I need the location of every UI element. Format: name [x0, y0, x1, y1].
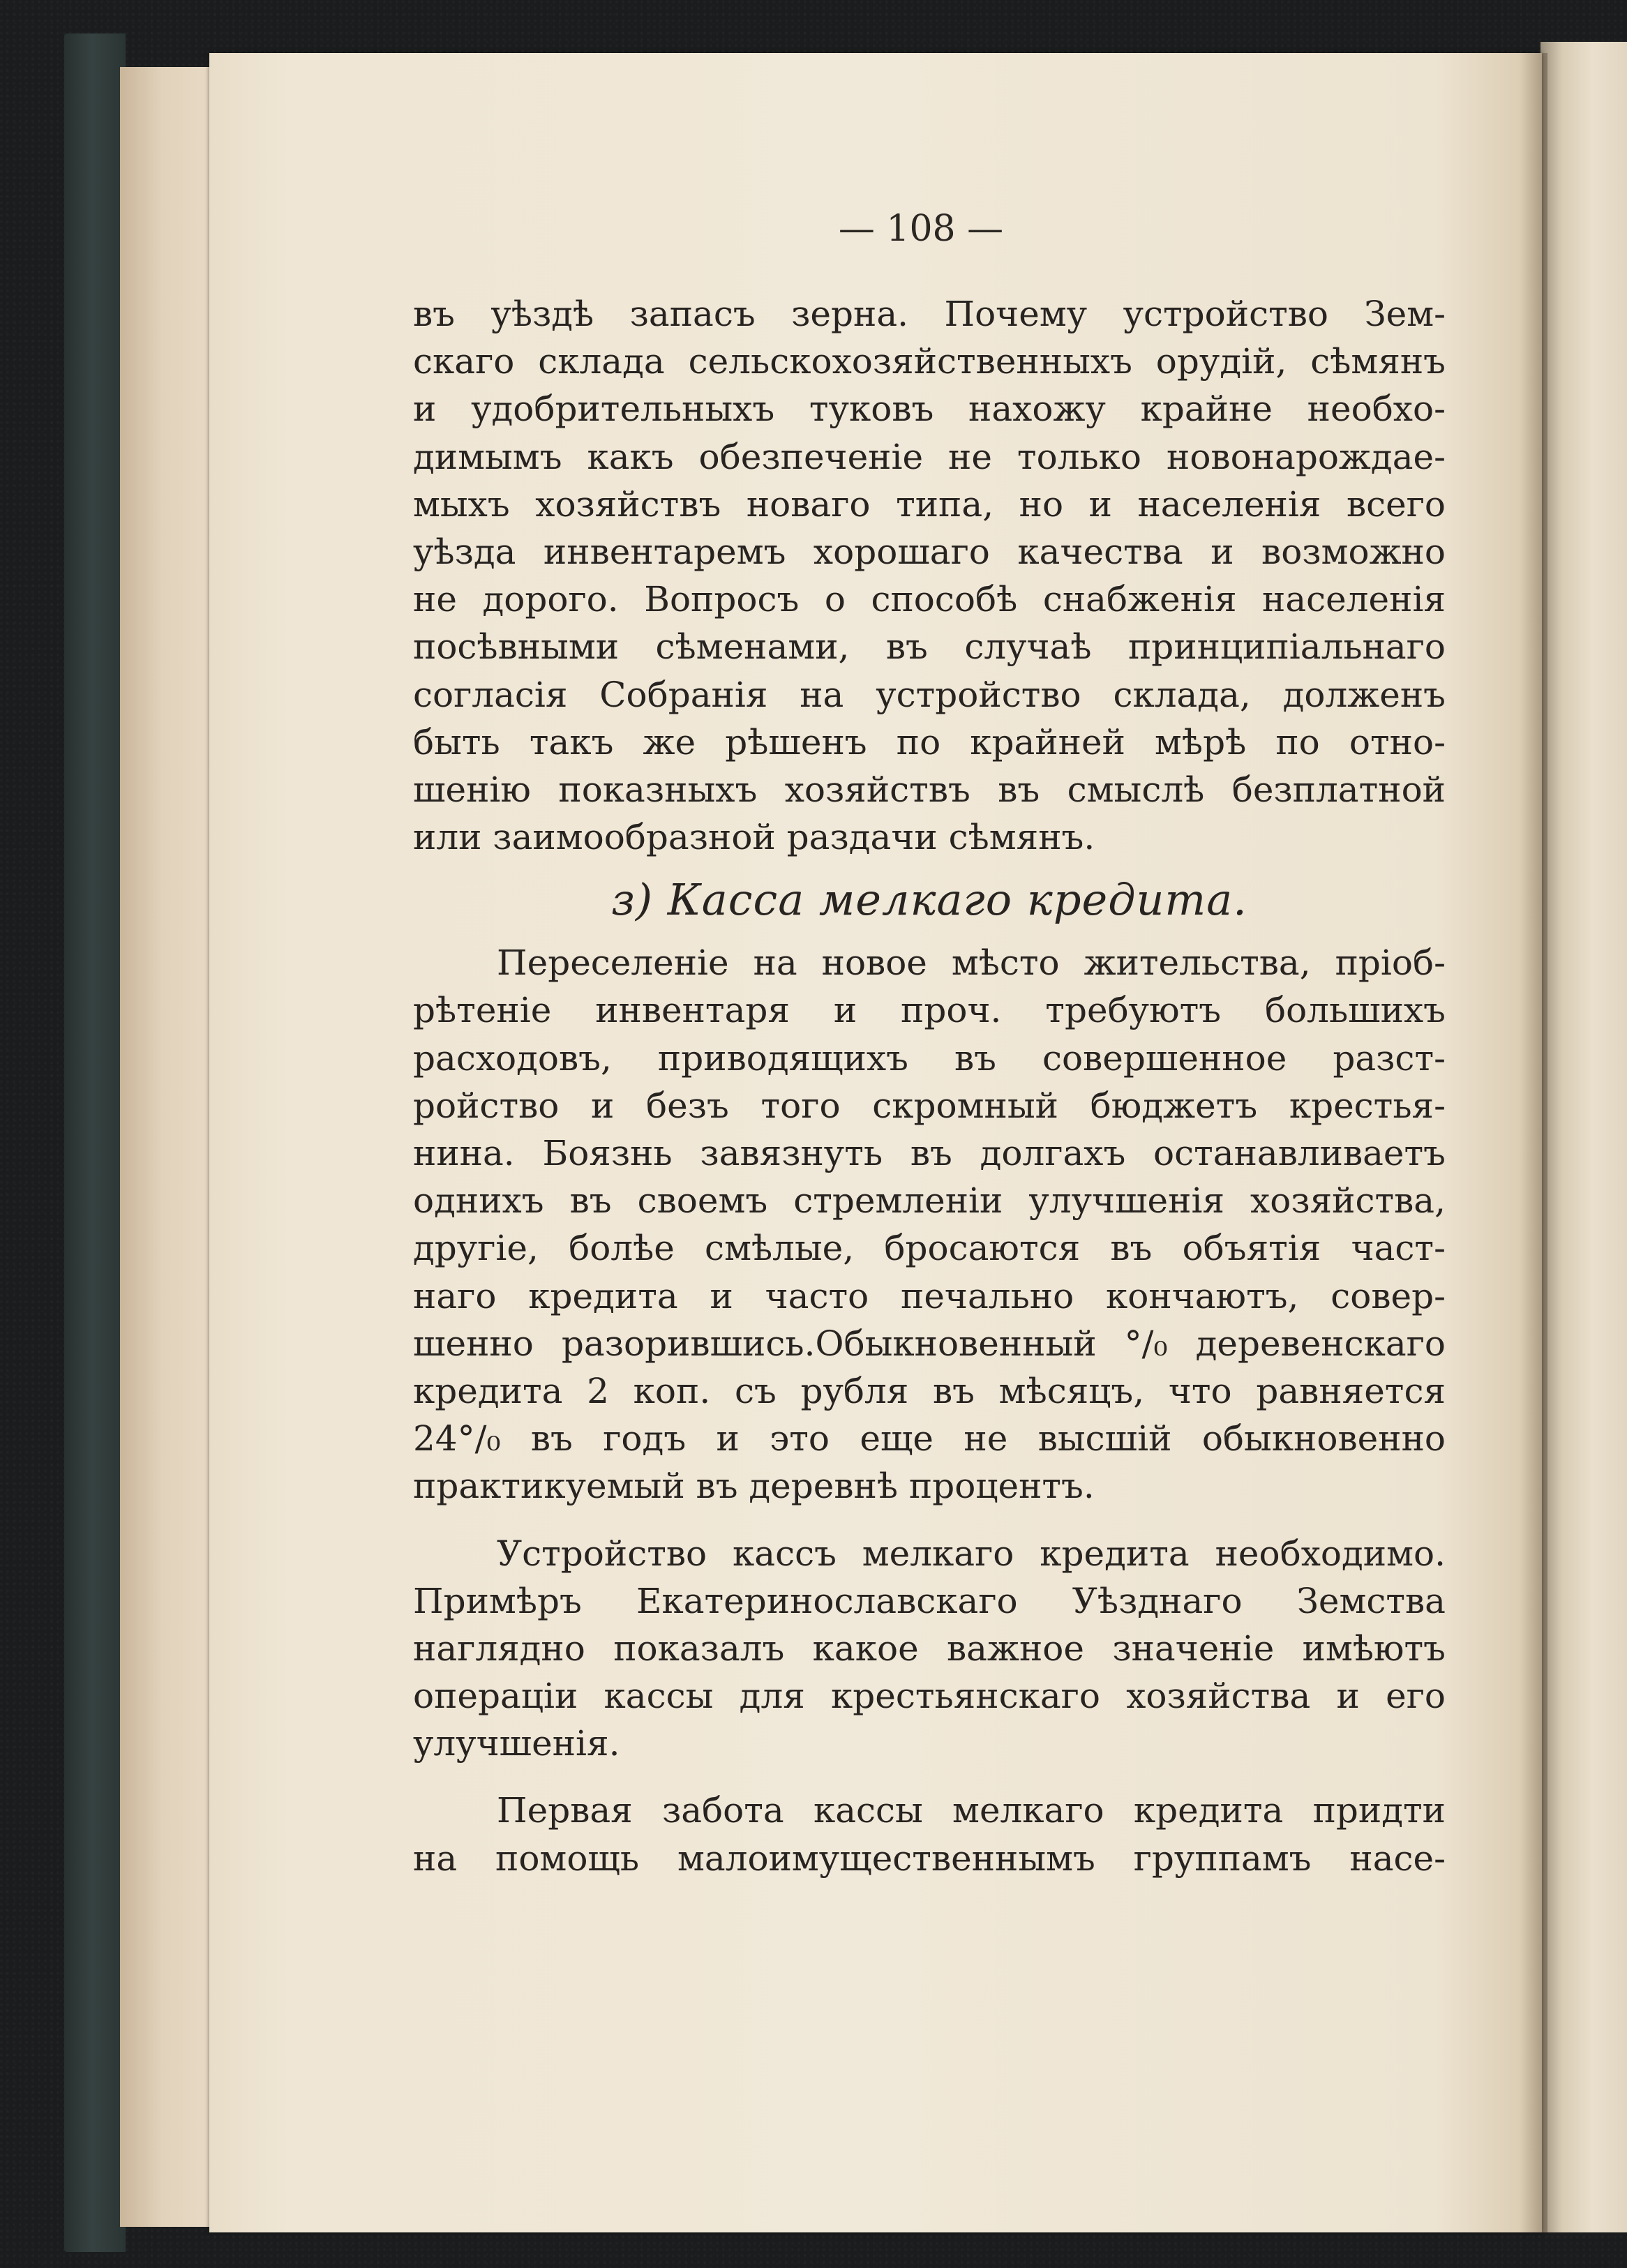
text-line: димымъ какъ обезпеченіе не только новонарождае-	[413, 436, 1446, 477]
text-line: шенно разорившись.Обыкновенный °/₀ деревенскаго	[413, 1323, 1446, 1364]
text-line: нина. Боязнь завязнуть въ долгахъ останавливаетъ	[413, 1133, 1446, 1173]
text-line: Примѣръ Екатеринославскаго Уѣзднаго Земства	[413, 1580, 1446, 1621]
book-binding	[64, 33, 126, 2252]
text-line: согласія Собранія на устройство склада, долженъ	[413, 674, 1446, 715]
facing-page	[1540, 42, 1627, 2232]
text-line: скаго склада сельскохозяйственныхъ орудій, сѣмянъ	[413, 341, 1446, 382]
text-line: рѣтеніе инвентаря и проч. требуютъ большихъ	[413, 990, 1446, 1031]
text-line: не дорого. Вопросъ о способѣ снабженія населенія	[413, 579, 1446, 620]
text-line: другіе, болѣе смѣлые, бросаются въ объятія част-	[413, 1228, 1446, 1269]
text-line: въ уѣздѣ запасъ зерна. Почему устройство Зем-	[413, 294, 1446, 334]
page-number: — 108 —	[838, 208, 1004, 250]
text-line: наго кредита и часто печально кончаютъ, совер-	[413, 1275, 1446, 1316]
text-line: Устройство кассъ мелкаго кредита необходимо.	[497, 1533, 1446, 1574]
paragraph-3	[413, 1530, 1446, 1768]
text-line: однихъ въ своемъ стремленіи улучшенія хозяйства,	[413, 1180, 1446, 1222]
section-heading: з) Касса мелкаго кредита.	[611, 874, 1247, 926]
text-line: практикуемый въ деревнѣ процентъ.	[413, 1466, 1095, 1507]
text-line: наглядно показалъ какое важное значеніе имѣютъ	[413, 1628, 1446, 1669]
paragraph-1	[413, 290, 1446, 861]
text-line: на помощь малоимущественнымъ группамъ насе-	[413, 1838, 1446, 1879]
gutter-shadow	[1520, 53, 1547, 2232]
paragraph-2	[413, 939, 1446, 1510]
text-line: улучшенія.	[413, 1723, 620, 1764]
text-line: кредита 2 коп. съ рубля въ мѣсяцъ, что равняется	[413, 1370, 1446, 1411]
paragraph-4	[413, 1787, 1446, 1882]
text-line: быть такъ же рѣшенъ по крайней мѣрѣ по отно-	[413, 721, 1446, 763]
text-line: или заимообразной раздачи сѣмянъ.	[413, 817, 1095, 858]
text-line: уѣзда инвентаремъ хорошаго качества и возможно	[413, 531, 1446, 572]
text-line: расходовъ, приводящихъ въ совершенное разст-	[413, 1037, 1446, 1079]
text-line: Первая забота кассы мелкаго кредита придти	[497, 1790, 1446, 1831]
text-line: и удобрительныхъ туковъ нахожу крайне необхо-	[413, 389, 1446, 430]
text-line: 24°/₀ въ годъ и это еще не высшій обыкновенно	[413, 1418, 1446, 1459]
text-line: ройство и безъ того скромный бюджетъ крестья-	[413, 1085, 1446, 1126]
text-line: операціи кассы для крестьянскаго хозяйства и его	[413, 1676, 1446, 1717]
text-line: мыхъ хозяйствъ новаго типа, но и населенія всего	[413, 483, 1446, 525]
text-line: Переселеніе на новое мѣсто жительства, пріоб-	[497, 943, 1446, 984]
text-line: шенію показныхъ хозяйствъ въ смыслѣ безплатной	[413, 769, 1446, 810]
page-text	[413, 209, 1446, 1882]
text-line: посѣвными сѣменами, въ случаѣ принципіальнаго	[413, 626, 1446, 668]
